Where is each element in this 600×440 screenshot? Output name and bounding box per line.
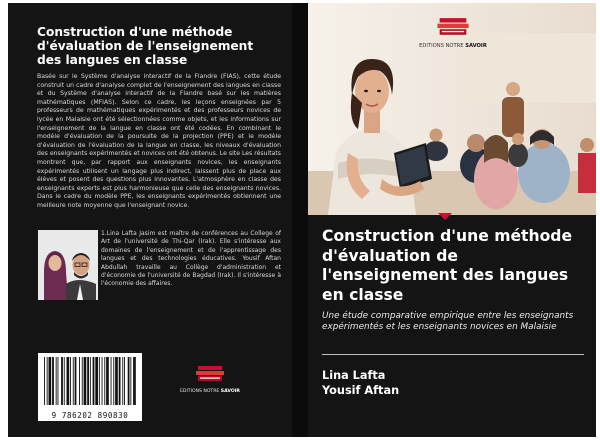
barcode-bars <box>42 357 138 409</box>
publisher-name-back: EDITIONS NOTRE SAVOIR <box>180 389 240 394</box>
authors-list <box>322 368 584 398</box>
publisher-logo-front <box>405 17 501 49</box>
author-photo-image <box>38 230 98 300</box>
author-name: Lina Lafta <box>322 369 386 382</box>
back-cover-title: Construction d'une méthode d'évaluation de l'enseignement des langues en classe <box>37 25 254 67</box>
book-cover <box>8 3 596 437</box>
book-stack-icon <box>195 365 225 383</box>
cover-photo <box>308 3 596 215</box>
author-name: Yousif Aftan <box>322 384 400 397</box>
author-photo <box>38 230 98 300</box>
back-cover-description: Basée sur le Système d'analyse interactif de la Flandre (FIAS), cette étude construit un cadre d'analyse complet de l'enseignement des langues en classe et du Système d'analyse interactif de la Flandre basé sur les matières mathématiques (MFIAS). Selon ce cadre, les leçons enseignées par 5 professeurs de mathématiques expérimentés et des professeurs novices de lycée en Malaisie ont été sélectionnées comme objets, et les informations sur l'enseignement de la langue en classe ont été codées. En combinant le modèle d'évaluation de la poursuite de la projection (PPE) et le modèle d'évaluation de l'évaluation de la langue en classe, les niveaux d'évaluation des enseignants expérimentés et novices ont été obtenus. Le site Les résultats montrent que, par rapport aux enseignants novices, les enseignants expérimentés utilisent un langage plus indirect, laissent plus de place aux élèves et posent des questions plus innovantes. L'atmosphère en classe des enseignants experts est plus harmonieuse que celle des enseignants novices. Dans le cadre du modèle PPE, les enseignants expérimentés obtiennent une meilleure note moyenne que l'enseignant novice. <box>37 73 281 209</box>
front-cover-title: Construction d'une méthode d'évaluation de l'enseignement des langues en classe <box>322 227 573 304</box>
book-stack-icon <box>435 17 471 37</box>
red-notch-marker <box>438 213 452 220</box>
author-bio: 1.Lina Lafta Jasim est maître de conférences au College of Art de l'université de Thi-Qar (Irak). Elle s'intéresse aux domaines de l'enseignement et de l'apprentissage des langues et des technologies éducatives. Yousif Aftan Abdullah travaille au Collège d'administration et d'économie de l'université de Bagdad (Irak). Il s'intéresse à l'économie des affaires. <box>101 230 281 288</box>
divider-line <box>322 354 584 355</box>
front-cover-subtitle: Une étude comparative empirique entre les enseignants expérimentés et les enseignants novices en Malaisie <box>322 311 574 332</box>
publisher-logo-back <box>178 365 242 394</box>
isbn-number: 9 786202 890830 <box>51 411 129 420</box>
publisher-name-front: EDITIONS NOTRE SAVOIR <box>419 43 487 49</box>
book-spine <box>292 3 308 437</box>
isbn-barcode <box>38 353 142 421</box>
